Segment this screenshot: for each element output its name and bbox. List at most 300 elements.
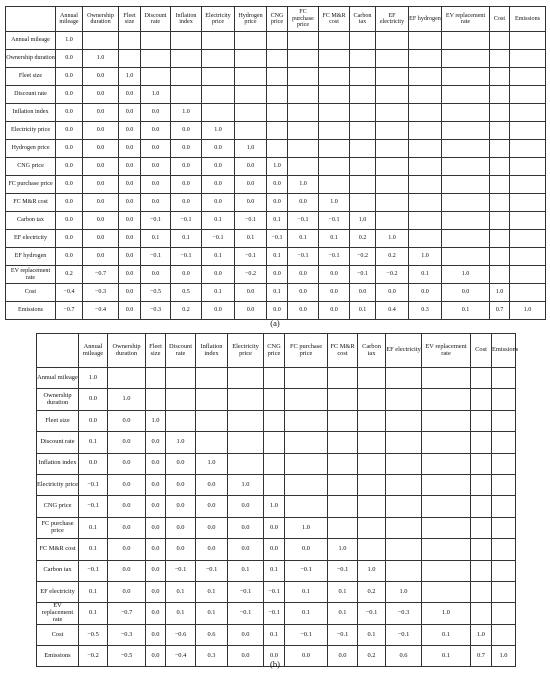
matrix-cell [510, 284, 546, 302]
matrix-cell [264, 432, 285, 453]
matrix-cell [285, 474, 328, 495]
matrix-cell: 0.0 [108, 581, 146, 602]
column-header: EF electricity [376, 7, 409, 32]
matrix-cell [319, 86, 350, 104]
matrix-cell [376, 158, 409, 176]
matrix-cell [141, 32, 171, 50]
column-header: Emissions [510, 7, 546, 32]
matrix-cell: 0.0 [141, 158, 171, 176]
matrix-cell: 0.3 [409, 302, 442, 320]
matrix-cell [471, 539, 492, 560]
matrix-cell: 1.0 [79, 368, 108, 389]
matrix-cell [471, 368, 492, 389]
matrix-cell: 1.0 [319, 194, 350, 212]
matrix-cell [202, 86, 235, 104]
matrix-cell [235, 68, 267, 86]
matrix-cell: 0.1 [442, 302, 490, 320]
matrix-cell: 0.0 [202, 176, 235, 194]
table-row [6, 176, 546, 194]
matrix-cell: 0.0 [119, 302, 141, 320]
matrix-cell: 0.0 [288, 284, 319, 302]
matrix-cell [422, 474, 471, 495]
column-header: EF electricity [386, 334, 422, 368]
matrix-cell: −0.1 [319, 212, 350, 230]
matrix-cell: −0.2 [235, 266, 267, 284]
matrix-cell: 0.2 [358, 581, 386, 602]
matrix-cell: 0.2 [358, 646, 386, 667]
column-header: CNG price [267, 7, 288, 32]
matrix-cell: 0.0 [56, 248, 83, 266]
matrix-cell [285, 432, 328, 453]
matrix-cell: 0.0 [171, 266, 202, 284]
matrix-cell: 0.0 [202, 158, 235, 176]
matrix-cell: 0.0 [228, 624, 264, 645]
table-row [6, 212, 546, 230]
matrix-cell [510, 122, 546, 140]
matrix-cell: 0.1 [409, 266, 442, 284]
matrix-cell: −0.7 [83, 266, 119, 284]
matrix-cell: 0.0 [376, 284, 409, 302]
matrix-cell: 0.1 [285, 603, 328, 624]
row-label: EV replacement rate [37, 603, 79, 624]
matrix-cell [288, 158, 319, 176]
matrix-cell: 0.0 [442, 284, 490, 302]
matrix-cell: 0.1 [235, 230, 267, 248]
matrix-cell [350, 176, 376, 194]
matrix-cell [166, 389, 196, 410]
matrix-cell: 0.3 [196, 646, 228, 667]
matrix-cell [409, 50, 442, 68]
matrix-cell: 1.0 [235, 140, 267, 158]
matrix-cell: 0.0 [267, 176, 288, 194]
matrix-cell [267, 122, 288, 140]
row-label: Carbon tax [37, 560, 79, 581]
matrix-cell [228, 432, 264, 453]
matrix-cell [350, 68, 376, 86]
matrix-cell [510, 50, 546, 68]
matrix-cell [202, 32, 235, 50]
table-row [37, 517, 516, 538]
matrix-cell: 0.0 [108, 517, 146, 538]
matrix-cell: 0.1 [422, 646, 471, 667]
correlation-matrix-a [5, 6, 546, 320]
matrix-cell [146, 389, 166, 410]
matrix-cell [264, 453, 285, 474]
caption-a: (a) [270, 318, 280, 328]
matrix-cell [376, 68, 409, 86]
matrix-cell [490, 86, 510, 104]
matrix-cell: 0.0 [56, 140, 83, 158]
matrix-cell [202, 50, 235, 68]
matrix-cell: 0.1 [264, 560, 285, 581]
row-label: Ownership duration [6, 50, 56, 68]
matrix-cell: 0.0 [350, 284, 376, 302]
matrix-cell: 0.1 [422, 624, 471, 645]
matrix-cell [510, 230, 546, 248]
matrix-cell [492, 517, 516, 538]
matrix-cell [442, 194, 490, 212]
column-header: Inflation index [196, 334, 228, 368]
matrix-cell: 0.0 [119, 104, 141, 122]
column-header: Fleet size [146, 334, 166, 368]
matrix-cell [510, 158, 546, 176]
table-row [6, 32, 546, 50]
matrix-cell [492, 496, 516, 517]
matrix-cell [171, 68, 202, 86]
matrix-cell: −0.3 [83, 284, 119, 302]
matrix-cell: 0.1 [328, 581, 358, 602]
matrix-cell: −0.7 [108, 603, 146, 624]
matrix-cell: −0.1 [264, 581, 285, 602]
matrix-cell [409, 194, 442, 212]
matrix-cell: 0.0 [83, 122, 119, 140]
matrix-cell: 0.1 [166, 581, 196, 602]
matrix-cell: 0.0 [166, 539, 196, 560]
matrix-cell [471, 453, 492, 474]
matrix-cell: 0.0 [235, 194, 267, 212]
matrix-cell: 0.0 [83, 248, 119, 266]
matrix-cell [471, 474, 492, 495]
matrix-cell [288, 68, 319, 86]
matrix-cell: 0.0 [146, 432, 166, 453]
matrix-cell: 0.0 [146, 624, 166, 645]
matrix-cell [409, 32, 442, 50]
matrix-cell: 0.1 [79, 432, 108, 453]
matrix-cell [267, 140, 288, 158]
matrix-cell [202, 68, 235, 86]
matrix-cell [442, 248, 490, 266]
matrix-cell [409, 122, 442, 140]
column-header: Discount rate [141, 7, 171, 32]
matrix-cell: 0.0 [83, 86, 119, 104]
matrix-cell: 0.0 [196, 474, 228, 495]
matrix-cell [376, 122, 409, 140]
matrix-cell: 0.5 [171, 284, 202, 302]
matrix-cell: 0.0 [108, 539, 146, 560]
column-header: FC purchase price [288, 7, 319, 32]
table-row [37, 624, 516, 645]
matrix-cell: 0.7 [471, 646, 492, 667]
matrix-cell [510, 104, 546, 122]
matrix-cell: 0.0 [83, 194, 119, 212]
matrix-cell [267, 68, 288, 86]
matrix-cell [83, 32, 119, 50]
matrix-cell: 0.0 [235, 284, 267, 302]
matrix-cell [202, 104, 235, 122]
matrix-cell: −0.4 [56, 284, 83, 302]
matrix-cell: 0.0 [79, 453, 108, 474]
matrix-cell: −0.1 [79, 474, 108, 495]
matrix-cell [319, 68, 350, 86]
matrix-cell: 0.6 [196, 624, 228, 645]
table-row [6, 194, 546, 212]
matrix-cell [471, 432, 492, 453]
matrix-cell: −0.1 [171, 212, 202, 230]
column-header: Carbon tax [350, 7, 376, 32]
matrix-cell [288, 122, 319, 140]
matrix-cell: 0.0 [267, 266, 288, 284]
matrix-cell: 0.0 [166, 453, 196, 474]
caption-b: (b) [270, 659, 280, 669]
matrix-cell: 0.0 [235, 158, 267, 176]
matrix-cell: 1.0 [267, 158, 288, 176]
row-label: Discount rate [37, 432, 79, 453]
matrix-cell [285, 368, 328, 389]
corner-cell [37, 334, 79, 368]
matrix-cell [358, 474, 386, 495]
matrix-cell: 0.0 [196, 539, 228, 560]
column-header: EV replacement rate [422, 334, 471, 368]
matrix-cell [328, 496, 358, 517]
matrix-cell: 0.0 [166, 517, 196, 538]
table-row [6, 140, 546, 158]
row-label: EV replacement rate [6, 266, 56, 284]
matrix-cell: 0.0 [141, 140, 171, 158]
matrix-cell: 0.0 [108, 560, 146, 581]
matrix-cell: 1.0 [166, 432, 196, 453]
matrix-cell [358, 432, 386, 453]
matrix-cell [471, 560, 492, 581]
matrix-cell: 0.0 [171, 194, 202, 212]
table-row [6, 158, 546, 176]
matrix-cell [471, 389, 492, 410]
matrix-cell [492, 432, 516, 453]
matrix-cell: 0.0 [56, 68, 83, 86]
matrix-cell [422, 410, 471, 431]
matrix-cell: 0.0 [56, 230, 83, 248]
matrix-cell: 0.0 [56, 86, 83, 104]
matrix-cell [490, 50, 510, 68]
matrix-cell: 0.0 [202, 266, 235, 284]
matrix-cell: 0.0 [56, 122, 83, 140]
matrix-cell [422, 560, 471, 581]
matrix-cell: 0.0 [108, 474, 146, 495]
matrix-cell: 0.1 [285, 581, 328, 602]
matrix-cell: 0.0 [56, 194, 83, 212]
row-label: EF hydrogen [6, 248, 56, 266]
matrix-cell: 0.1 [319, 230, 350, 248]
matrix-cell [264, 389, 285, 410]
table-row [6, 50, 546, 68]
matrix-cell [490, 212, 510, 230]
matrix-cell [288, 140, 319, 158]
matrix-cell [409, 158, 442, 176]
matrix-cell: −0.3 [108, 624, 146, 645]
table-row [6, 302, 546, 320]
matrix-cell [490, 32, 510, 50]
matrix-cell: 0.1 [350, 302, 376, 320]
matrix-cell [376, 50, 409, 68]
matrix-cell: 0.0 [146, 496, 166, 517]
matrix-cell [386, 517, 422, 538]
matrix-cell: 0.1 [202, 284, 235, 302]
matrix-cell [442, 104, 490, 122]
matrix-cell: 0.0 [83, 104, 119, 122]
column-header: Cost [471, 334, 492, 368]
matrix-cell [264, 410, 285, 431]
matrix-cell [442, 230, 490, 248]
matrix-cell: −0.1 [202, 230, 235, 248]
matrix-cell: 1.0 [442, 266, 490, 284]
matrix-cell: 1.0 [386, 581, 422, 602]
matrix-cell [492, 453, 516, 474]
matrix-cell [422, 517, 471, 538]
matrix-cell: 0.1 [267, 248, 288, 266]
matrix-cell: 0.0 [108, 496, 146, 517]
matrix-cell: 0.0 [56, 212, 83, 230]
matrix-cell: −0.1 [264, 603, 285, 624]
matrix-cell [442, 212, 490, 230]
matrix-cell: 1.0 [376, 230, 409, 248]
matrix-cell: 0.0 [119, 140, 141, 158]
table-row [6, 248, 546, 266]
matrix-cell [350, 50, 376, 68]
matrix-cell: 1.0 [196, 453, 228, 474]
matrix-cell: 0.0 [141, 104, 171, 122]
matrix-cell [471, 517, 492, 538]
matrix-cell [409, 86, 442, 104]
matrix-cell: 0.0 [328, 646, 358, 667]
matrix-cell [442, 32, 490, 50]
matrix-cell: 0.0 [196, 517, 228, 538]
column-header: CNG price [264, 334, 285, 368]
matrix-cell: 1.0 [171, 104, 202, 122]
matrix-cell: −0.1 [196, 560, 228, 581]
matrix-cell: 0.1 [228, 560, 264, 581]
matrix-cell: 0.0 [171, 140, 202, 158]
matrix-cell: 0.2 [376, 248, 409, 266]
row-label: Inflation index [6, 104, 56, 122]
matrix-cell: 0.0 [264, 517, 285, 538]
matrix-cell: 0.1 [166, 603, 196, 624]
matrix-cell [442, 50, 490, 68]
matrix-cell: 0.1 [328, 603, 358, 624]
matrix-cell [422, 389, 471, 410]
matrix-cell: 0.0 [146, 560, 166, 581]
matrix-cell [492, 410, 516, 431]
matrix-cell: 1.0 [490, 284, 510, 302]
matrix-cell: −0.4 [83, 302, 119, 320]
matrix-cell: 1.0 [146, 410, 166, 431]
matrix-cell: 0.0 [83, 68, 119, 86]
row-label: CNG price [6, 158, 56, 176]
matrix-cell [409, 230, 442, 248]
matrix-cell: 0.6 [386, 646, 422, 667]
matrix-cell: 0.0 [119, 248, 141, 266]
matrix-cell: −0.2 [376, 266, 409, 284]
matrix-cell [471, 603, 492, 624]
matrix-cell: 0.0 [83, 158, 119, 176]
matrix-cell: −0.1 [228, 581, 264, 602]
matrix-cell: 0.0 [83, 230, 119, 248]
matrix-cell [228, 368, 264, 389]
matrix-cell: −0.1 [166, 560, 196, 581]
matrix-cell: −0.1 [350, 266, 376, 284]
matrix-cell [442, 86, 490, 104]
matrix-cell: −0.1 [228, 603, 264, 624]
matrix-cell [492, 581, 516, 602]
matrix-cell [386, 453, 422, 474]
matrix-cell [386, 432, 422, 453]
matrix-cell [350, 140, 376, 158]
matrix-cell [409, 212, 442, 230]
matrix-cell [386, 560, 422, 581]
table-row [37, 453, 516, 474]
matrix-cell: 1.0 [83, 50, 119, 68]
matrix-cell: 0.0 [146, 603, 166, 624]
matrix-cell: −0.2 [350, 248, 376, 266]
matrix-cell [422, 581, 471, 602]
matrix-cell: 0.0 [264, 539, 285, 560]
row-label: Fleet size [6, 68, 56, 86]
matrix-cell [196, 432, 228, 453]
matrix-cell: 0.0 [288, 194, 319, 212]
matrix-cell [490, 194, 510, 212]
matrix-cell: 0.0 [83, 140, 119, 158]
matrix-cell: −0.5 [79, 624, 108, 645]
matrix-cell [319, 104, 350, 122]
matrix-cell: 1.0 [358, 560, 386, 581]
matrix-cell: 1.0 [56, 32, 83, 50]
matrix-cell: 0.1 [202, 212, 235, 230]
matrix-cell: 0.0 [56, 50, 83, 68]
matrix-cell: −0.1 [288, 212, 319, 230]
row-label: FC purchase price [37, 517, 79, 538]
row-label: Annual mileage [6, 32, 56, 50]
matrix-cell: 1.0 [202, 122, 235, 140]
matrix-cell: 0.4 [376, 302, 409, 320]
matrix-cell [285, 453, 328, 474]
matrix-cell: 1.0 [492, 646, 516, 667]
table-row [37, 389, 516, 410]
matrix-cell [350, 122, 376, 140]
matrix-cell [471, 581, 492, 602]
matrix-cell: 0.0 [119, 230, 141, 248]
matrix-cell [492, 539, 516, 560]
matrix-cell: 0.0 [166, 496, 196, 517]
matrix-cell [288, 50, 319, 68]
row-label: CNG price [37, 496, 79, 517]
table-row [37, 539, 516, 560]
table-row [6, 230, 546, 248]
matrix-cell: 0.0 [267, 194, 288, 212]
table-row [37, 603, 516, 624]
column-header: Carbon tax [358, 334, 386, 368]
matrix-cell [442, 122, 490, 140]
matrix-cell [386, 539, 422, 560]
matrix-cell: −0.4 [166, 646, 196, 667]
matrix-cell: 0.1 [79, 603, 108, 624]
matrix-cell: 0.0 [119, 212, 141, 230]
matrix-cell [386, 368, 422, 389]
matrix-cell: 0.0 [202, 140, 235, 158]
matrix-cell [490, 68, 510, 86]
matrix-cell: 0.0 [319, 266, 350, 284]
matrix-cell [492, 474, 516, 495]
matrix-cell [328, 389, 358, 410]
matrix-cell [358, 517, 386, 538]
matrix-cell: 0.0 [119, 158, 141, 176]
matrix-cell [386, 410, 422, 431]
matrix-cell: 0.0 [83, 212, 119, 230]
table-row [37, 581, 516, 602]
matrix-cell: −0.1 [235, 248, 267, 266]
matrix-cell [328, 410, 358, 431]
matrix-cell [442, 158, 490, 176]
table-row [6, 266, 546, 284]
matrix-cell [386, 389, 422, 410]
matrix-cell: 0.0 [119, 176, 141, 194]
